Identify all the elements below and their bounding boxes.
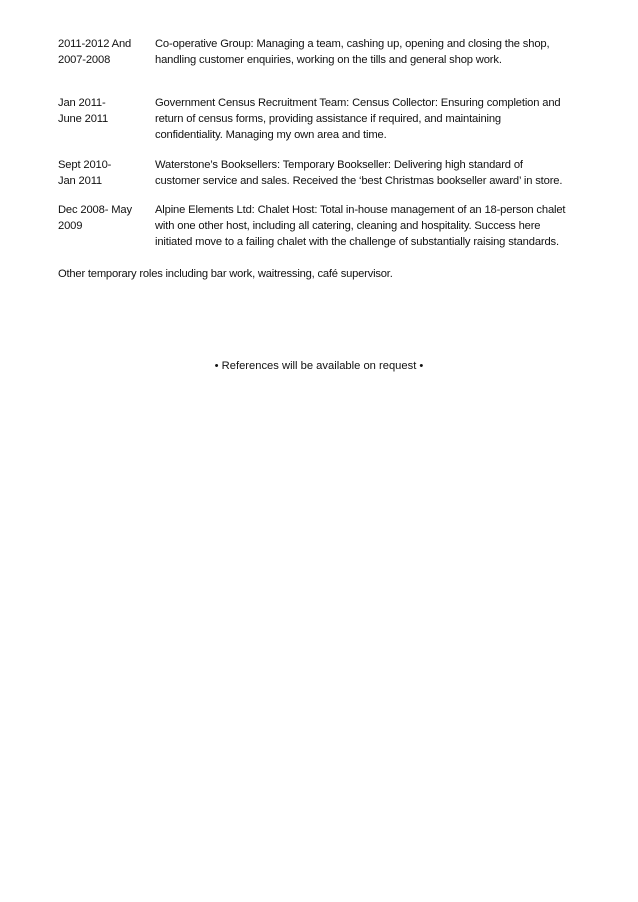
entry-date: Sept 2010- Jan 2011 xyxy=(58,159,112,187)
entry-date: Jan 2011- June 2011 xyxy=(58,97,109,125)
work-entry-coop xyxy=(58,36,578,68)
references-note: • References will be available on request • xyxy=(214,360,424,372)
entry-date: 2011-2012 And 2007-2008 xyxy=(58,38,132,66)
entry-description: Government Census Recruitment Team: Census Collector: Ensuring completion and return of census forms, providing assistance if required, and maintaining confidentiality. Managing my own area and time. xyxy=(155,97,561,141)
other-roles-text: Other temporary roles including bar work, waitressing, café supervisor. xyxy=(58,268,393,280)
entry-description: Alpine Elements Ltd: Chalet Host: Total in-house management of an 18-person chalet with one other host, including all catering, cleaning and hospitality. Success here initiated move to a failing chalet with the challenge of substantially raising standards. xyxy=(155,204,566,248)
work-entry-census xyxy=(58,95,578,143)
entry-description: Waterstone’s Booksellers: Temporary Bookseller: Delivering high standard of customer service and sales. Received the ‘best Christmas bookseller award’ in store. xyxy=(155,159,563,187)
work-entry-waterstones xyxy=(58,157,578,189)
work-entry-alpine xyxy=(58,202,578,250)
entry-date: Dec 2008- May 2009 xyxy=(58,204,132,232)
entry-description: Co-operative Group: Managing a team, cashing up, opening and closing the shop, handling customer enquiries, working on the tills and general shop work. xyxy=(155,38,550,66)
